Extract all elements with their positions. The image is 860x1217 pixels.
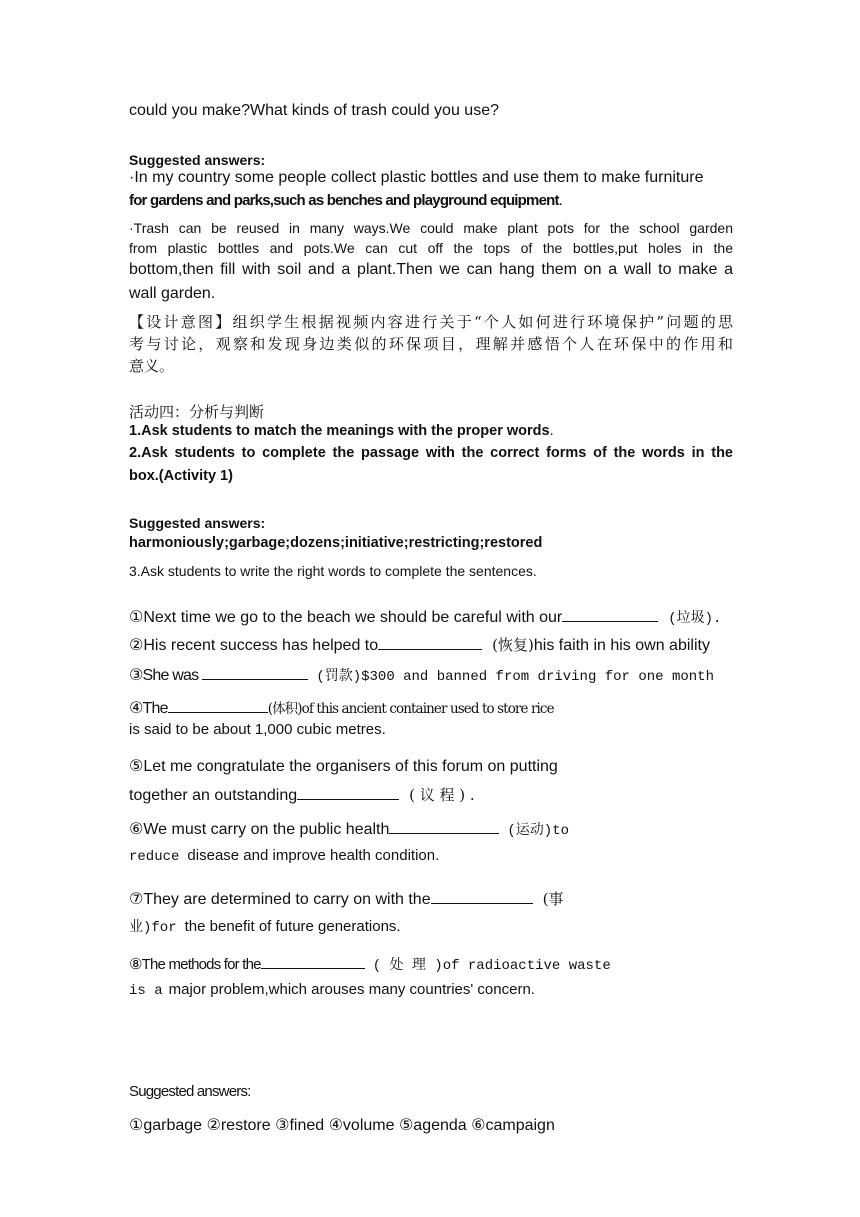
sentence-1-blank[interactable] [562,607,658,622]
sentence-5-hint: ( 议 程 ) . [409,786,475,804]
activity-4-task-2-line-2: box.(Activity 1) [129,468,233,484]
sentence-8-blank[interactable] [261,954,365,969]
answer-1-bold-text: for gardens and parks,such as benches and playground equipment [129,192,559,209]
design-intent-line-3: 意义。 [129,357,175,375]
answer-2-line-3: bottom,then fill with soil and a plant.Then we can hang them on a wall to make a [129,261,733,278]
suggested-answers-2: harmoniously;garbage;dozens;initiative;restricting;restored [129,535,543,551]
sentence-3-text: ③She was [129,667,199,684]
design-intent-line-2: 考与讨论，观察和发现身边类似的环保项目，理解并感悟个人在环保中的作用和 [129,335,733,353]
sentence-8-text: ⑧The methods for the [129,956,261,973]
sentence-1-text: ①Next time we go to the beach we should be careful with our [129,609,563,626]
sentence-1 [129,607,733,627]
sentence-7-hint: (事 [542,890,564,908]
sentence-5-blank[interactable] [297,785,399,800]
sentence-2-text: ②His recent success has helped to [129,637,379,654]
answer-2-line-2: from plastic bottles and pots.We can cut off the tops of the bottles,put holes in the [129,240,733,256]
sentence-7-text: ⑦They are determined to carry on with the [129,891,431,908]
sentence-2-rest: his faith in his own ability [533,637,710,654]
activity-4-task-1 [129,423,733,439]
sentence-5-line-1: ⑤Let me congratulate the organisers of this forum on putting [129,758,558,775]
sentence-6-reduce: reduce [129,849,180,865]
sentence-6-line-1 [129,819,733,839]
sentence-8-line-1 [129,954,733,974]
sentence-4-line-2: is said to be about 1,000 cubic metres. [129,721,386,738]
sentence-8-hint: ( 处 理 )of radioactive waste [372,958,611,974]
task-1-period: . [549,423,554,439]
sentence-6-text: ⑥We must carry on the public health [129,821,390,838]
sentence-7-hint-cont: 业)for [129,920,177,936]
sentence-3-blank[interactable] [202,665,308,680]
suggested-answers-heading-1: Suggested answers: [129,152,266,168]
sentence-4 [129,697,733,718]
sentence-2-hint: (恢复) [492,636,534,654]
sentence-6-rest: disease and improve health condition. [187,847,440,864]
sentence-7-line-2 [129,916,733,936]
answer-1-line-1: ·In my country some people collect plastic bottles and use them to make furniture [129,169,704,186]
suggested-answers-heading-3: Suggested answers: [129,1083,251,1100]
sentence-7-blank[interactable] [431,889,533,904]
sentence-8-line-2 [129,981,733,999]
sentence-2-blank[interactable] [378,635,482,650]
sentence-4-text: ④The [129,700,168,717]
sentence-6-line-2 [129,847,733,865]
answer-2-line-4: wall garden. [129,285,216,302]
sentence-1-hint: (垃圾). [668,611,722,627]
task-3: 3.Ask students to write the right words to complete the sentences. [129,563,537,579]
design-intent-line-1: 【设计意图】组织学生根据视频内容进行关于“个人如何进行环境保护”问题的思 [129,313,733,331]
sentence-2 [129,634,733,655]
suggested-answers-heading-2: Suggested answers: [129,515,266,531]
sentence-6-hint: (运动)to [507,823,569,839]
sentence-3-hint: (罚款)$300 and banned from driving for one month [316,669,714,685]
sentence-3 [129,665,733,685]
activity-4-title: 活动四：分析与判断 [129,403,265,421]
answer-1-period: . [558,192,563,209]
sentence-7-line-1 [129,888,733,909]
intro-question: could you make?What kinds of trash could you use? [129,102,499,119]
sentence-7-rest: the benefit of future generations. [184,918,401,935]
sentence-5-line-2 [129,784,733,805]
suggested-answers-3: ①garbage ②restore ③fined ④volume ⑤agenda ⑥campaign [129,1117,555,1134]
task-1-text: 1.Ask students to match the meanings with the proper words [129,423,550,439]
sentence-8-rest: major problem,which arouses many countries' concern. [168,981,535,998]
answer-1-line-2 [129,192,733,209]
answer-2-line-1: ·Trash can be reused in many ways.We could make plant pots for the school garden [129,220,733,236]
sentence-4-blank[interactable] [168,698,268,713]
sentence-4-hint: (体积)of this ancient container used to store rice [267,701,554,717]
activity-4-task-2-line-1: 2.Ask students to complete the passage with the correct forms of the words in the [129,445,733,461]
sentence-6-blank[interactable] [389,819,499,834]
sentence-5-text: together an outstanding [129,787,298,804]
sentence-8-is-a: is a [129,983,163,999]
